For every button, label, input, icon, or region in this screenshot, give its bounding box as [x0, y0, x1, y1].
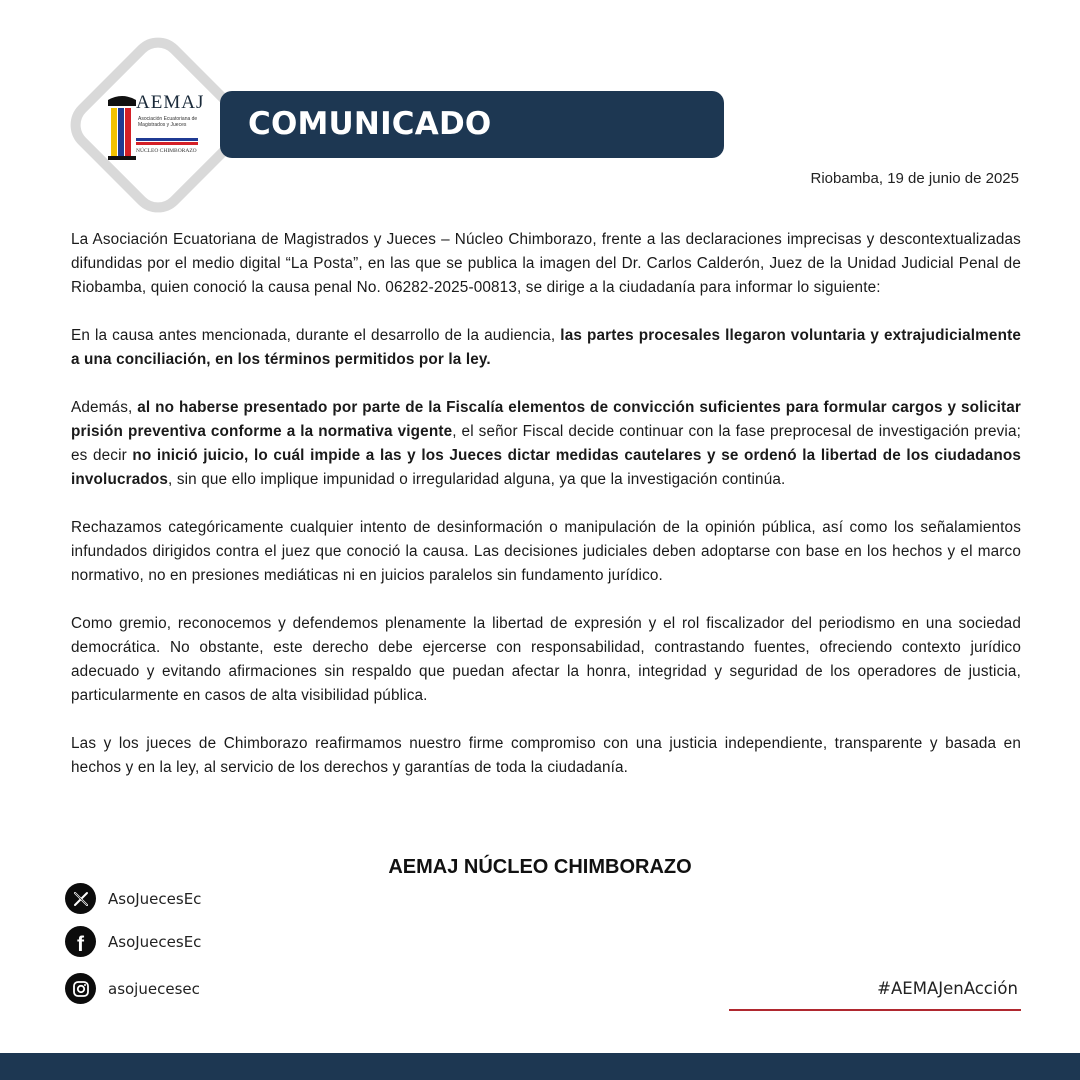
logo-nucleus: NÚCLEO CHIMBORAZO: [136, 148, 197, 154]
signature: AEMAJ NÚCLEO CHIMBORAZO: [388, 856, 692, 878]
facebook-icon: f: [65, 926, 96, 957]
paragraph-text: , sin que ello implique impunidad o irregularidad alguna, ya que la investigación continúa.: [168, 471, 786, 488]
page-title: COMUNICADO: [248, 106, 492, 142]
social-x[interactable]: [65, 883, 201, 914]
paragraph-text: Rechazamos categóricamente cualquier intento de desinformación o manipulación de la opinión pública, así como los señalamientos infundados dirigidos contra el juez que conoció la causa. Las decisiones judiciales deben adoptarse con base en los hechos y el marco normativo, no en presiones mediáticas ni en juicios paralelos sin fundamento jurídico.: [71, 519, 1021, 584]
paragraph-text: Las y los jueces de Chimborazo reafirmamos nuestro firme compromiso con una justicia independiente, transparente y basada en hechos y en la ley, al servicio de los derechos y garantías de toda la ciudadanía.: [71, 735, 1021, 776]
aemaj-logo: [100, 88, 210, 166]
emphasis-text: no inició juicio, lo cuál impide a las y los Jueces dictar medidas cautelares y se ordenó la libertad de los ciudadanos involucrados: [71, 447, 1021, 488]
hashtag-underline: [729, 1009, 1021, 1011]
social-handle: AsoJuecesEc: [108, 932, 202, 951]
logo-subtitle: Asociación Ecuatoriana de Magistrados y Jueces: [138, 116, 198, 128]
logo-brand: AEMAJ: [136, 92, 205, 113]
statement-body: [71, 228, 1021, 804]
statement-paragraph: [71, 228, 1021, 300]
header-banner: [220, 91, 724, 158]
x-icon: [65, 883, 96, 914]
instagram-icon: [65, 973, 96, 1004]
hashtag: #AEMAJenAcción: [877, 979, 1018, 998]
paragraph-text: , el señor Fiscal decide continuar con la fase preprocesal de investigación previa; es decir: [71, 423, 1022, 464]
logo-stripe-blue: [136, 138, 198, 141]
paragraph-text: En la causa antes mencionada, durante el desarrollo de la audiencia,: [71, 327, 561, 344]
statement-paragraph: [71, 324, 1021, 372]
footer-bar: [0, 1053, 1080, 1080]
social-handle: AsoJuecesEc: [108, 889, 202, 908]
statement-paragraph: [71, 612, 1021, 708]
paragraph-text: Además,: [71, 399, 138, 416]
social-instagram[interactable]: [65, 973, 200, 1004]
statement-paragraph: [71, 396, 1021, 492]
social-handle: asojuecesec: [108, 979, 200, 998]
emphasis-text: las partes procesales llegaron voluntaria y extrajudicialmente a una conciliación, en los términos permitidos por la ley.: [71, 327, 1021, 368]
social-facebook[interactable]: [65, 926, 201, 957]
paragraph-text: Como gremio, reconocemos y defendemos plenamente la libertad de expresión y el rol fiscalizador del periodismo en una sociedad democrática. No obstante, este derecho debe ejercerse con responsabilidad, contrastando fuentes, ofreciendo contexto jurídico adecuado y evitando afirmaciones sin respaldo que puedan afectar la honra, integridad y seguridad de los operadores de justicia, particularmente en casos de alta visibilidad pública.: [71, 615, 1021, 704]
statement-paragraph: [71, 516, 1021, 588]
emphasis-text: al no haberse presentado por parte de la Fiscalía elementos de convicción suficientes para formular cargos y solicitar prisión preventiva conforme a la normativa vigente: [71, 399, 1021, 440]
date-line: Riobamba, 19 de junio de 2025: [810, 170, 1019, 187]
column-emblem-icon: [104, 94, 140, 164]
paragraph-text: La Asociación Ecuatoriana de Magistrados y Jueces – Núcleo Chimborazo, frente a las declaraciones imprecisas y descontextualizadas difundidas por el medio digital “La Posta”, en las que se publica la imagen del Dr. Carlos Calderón, Juez de la Unidad Judicial Penal de Riobamba, quien conoció la causa penal No. 06282-2025-00813, se dirige a la ciudadanía para informar lo siguiente:: [71, 231, 1021, 296]
statement-paragraph: [71, 732, 1021, 780]
logo-stripe-red: [136, 142, 198, 145]
